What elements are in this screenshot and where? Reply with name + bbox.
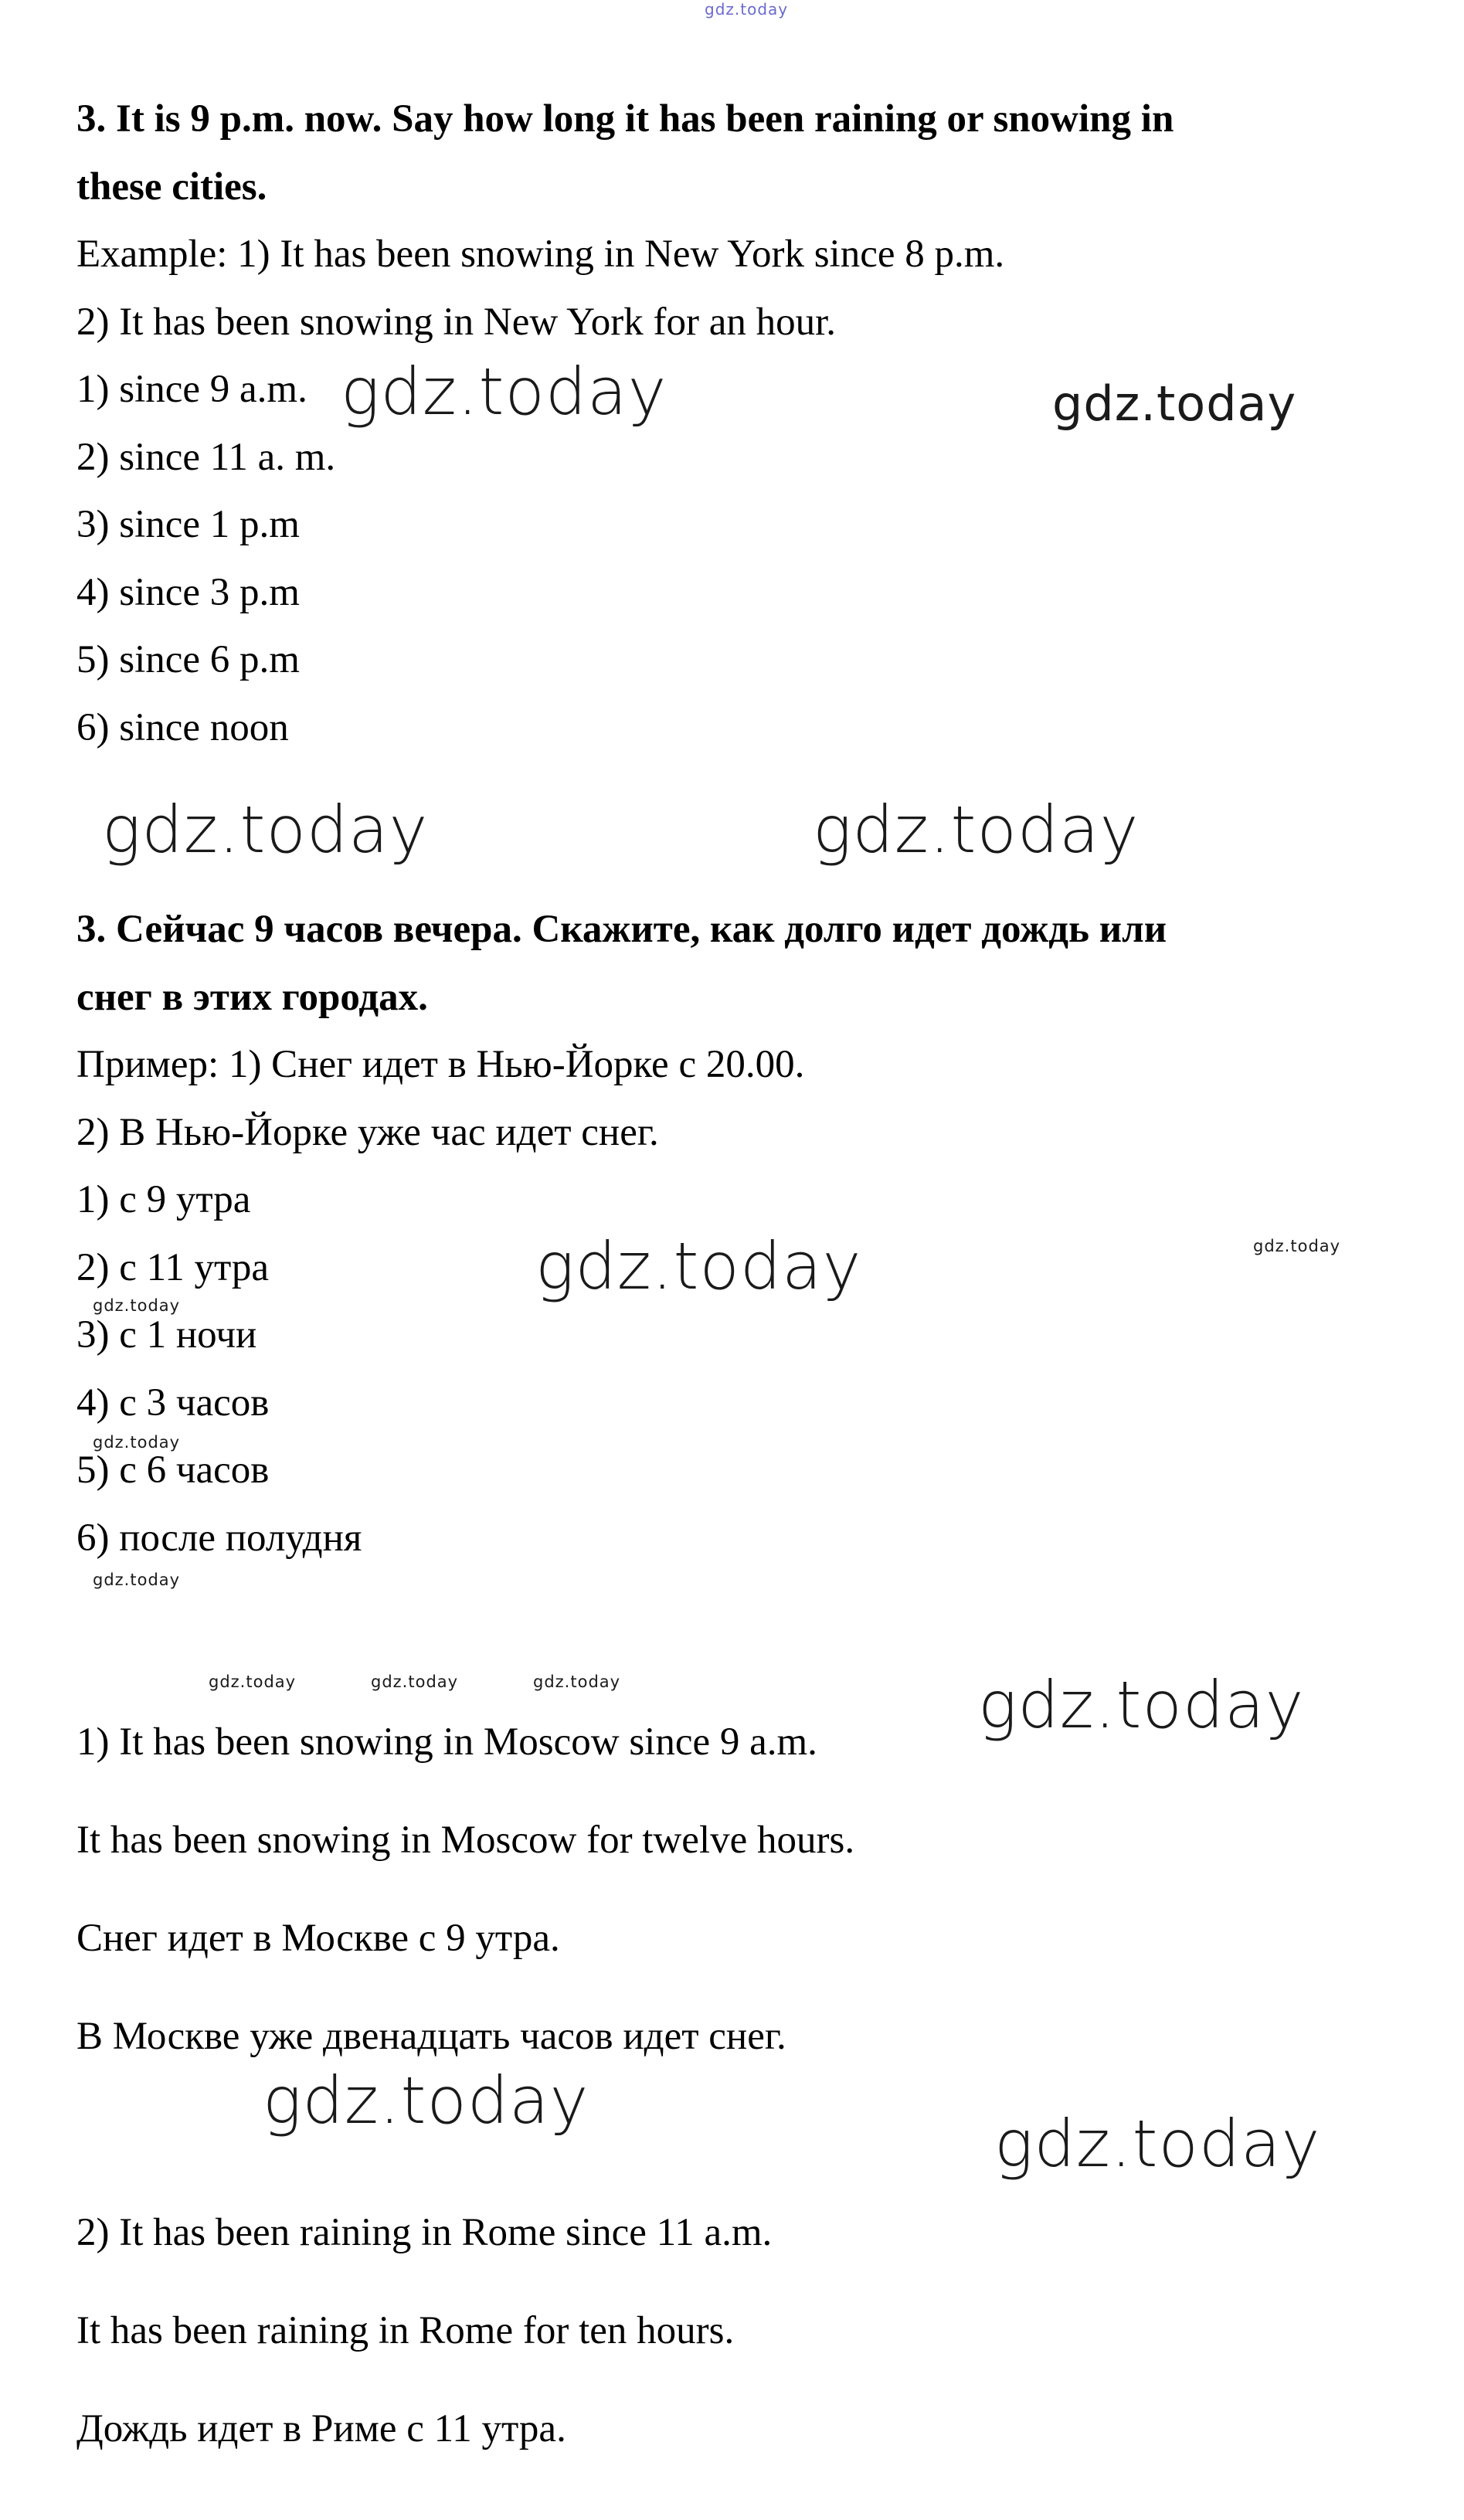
answer-line: 1) It has been snowing in Moscow since 9 a.m.	[76, 1720, 817, 1764]
task-en-item: 1) since 9 a.m.	[76, 368, 307, 411]
task-en-title-line1: 3. It is 9 p.m. now. Say how long it has been raining or snowing in	[76, 97, 1174, 141]
task-ru-item: 5) с 6 часов	[76, 1448, 270, 1492]
watermark: gdz.today	[102, 792, 429, 868]
watermark: gdz.today	[341, 354, 667, 430]
answer-line: В Москве уже двенадцать часов идет снег.	[76, 2015, 786, 2058]
watermark: gdz.today	[535, 1228, 862, 1304]
task-ru-example2: 2) В Нью-Йорке уже час идет снег.	[76, 1111, 659, 1154]
answer-line: 2) It has been raining in Rome since 11 a.m.	[76, 2211, 773, 2254]
task-en-item: 2) since 11 a. m.	[76, 436, 336, 479]
task-en-item: 6) since noon	[76, 706, 289, 749]
task-en-example2: 2) It has been snowing in New York for an hour.	[76, 301, 837, 344]
task-en-example1: Example: 1) It has been snowing in New York since 8 p.m.	[76, 233, 1005, 276]
task-en-item: 4) since 3 p.m	[76, 571, 300, 614]
task-ru-title-line1: 3. Сейчас 9 часов вечера. Скажите, как долго идет дождь или	[76, 908, 1167, 951]
task-ru-item: 4) с 3 часов	[76, 1381, 270, 1425]
watermark: gdz.today	[263, 2063, 589, 2138]
watermark: gdz.today	[978, 1667, 1305, 1743]
watermark: gdz.today	[1052, 375, 1297, 432]
answer-line: It has been raining in Rome for ten hours.	[76, 2309, 735, 2352]
watermark-top: gdz.today	[705, 0, 789, 19]
task-ru-item: 1) с 9 утра	[76, 1178, 251, 1221]
task-ru-example1: Пример: 1) Снег идет в Нью-Йорке с 20.00.	[76, 1043, 805, 1086]
task-ru-title-line2: снег в этих городах.	[76, 976, 428, 1019]
answer-line: Дождь идет в Риме с 11 утра.	[76, 2407, 566, 2450]
watermark-small: gdz.today	[93, 1571, 181, 1589]
answer-line: Снег идет в Москве с 9 утра.	[76, 1917, 560, 1960]
task-ru-item: 3) с 1 ночи	[76, 1313, 257, 1357]
watermark-small: gdz.today	[371, 1673, 459, 1691]
watermark: gdz.today	[813, 792, 1140, 868]
task-ru-item: 2) с 11 утра	[76, 1246, 270, 1289]
task-en-item: 3) since 1 p.m	[76, 503, 300, 546]
task-ru-item: 6) после полудня	[76, 1516, 362, 1560]
watermark-small: gdz.today	[533, 1673, 621, 1691]
task-en-item: 5) since 6 p.m	[76, 638, 300, 681]
watermark-small: gdz.today	[93, 1296, 181, 1315]
watermark-small: gdz.today	[1253, 1237, 1341, 1255]
watermark-small: gdz.today	[209, 1673, 297, 1691]
task-en-title-line2: these cities.	[76, 165, 267, 209]
watermark-small: gdz.today	[93, 1433, 181, 1452]
answer-line: It has been snowing in Moscow for twelve hours.	[76, 1819, 855, 1862]
watermark: gdz.today	[994, 2106, 1321, 2182]
